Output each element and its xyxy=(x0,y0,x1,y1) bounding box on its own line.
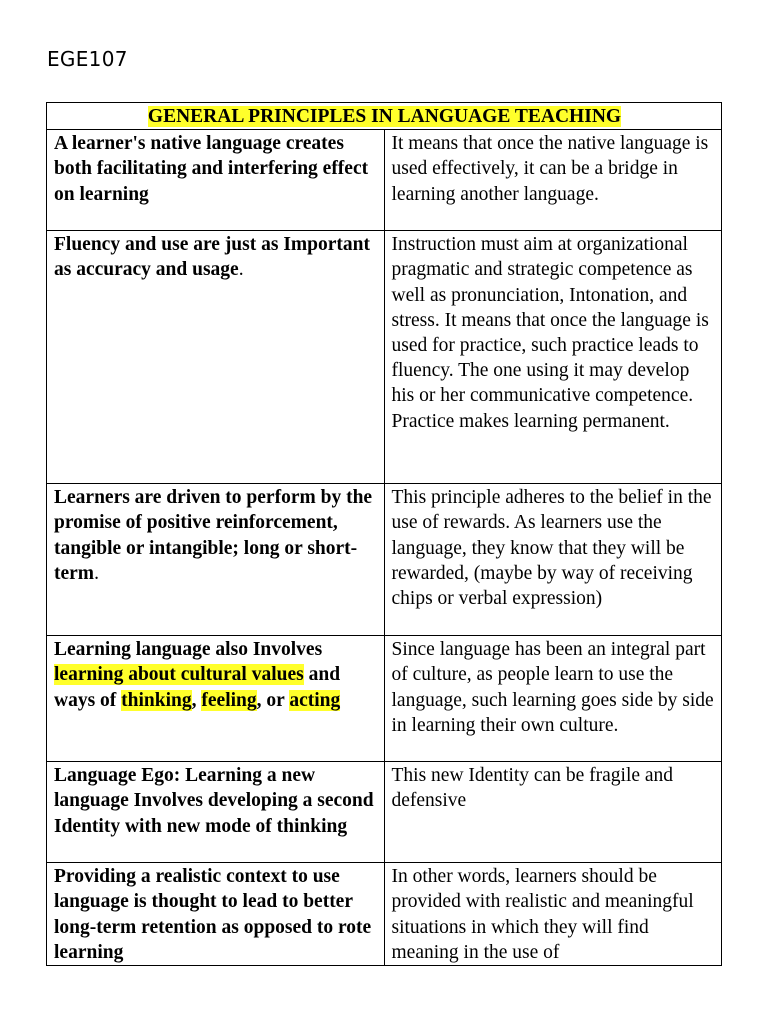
principle-text: and ways of xyxy=(54,664,341,711)
highlighted-text: feeling xyxy=(201,689,257,711)
table-row xyxy=(47,636,722,762)
explanation-cell: In other words, learners should be provided with realistic and meaningful situations in which they will find meaning in the use of xyxy=(384,863,722,966)
principle-text: Learners are driven to perform by the promise of positive reinforcement, tangible or intangible; long or short-term xyxy=(54,487,373,584)
table-title-cell xyxy=(47,103,722,130)
principle-end: . xyxy=(94,562,99,584)
explanation-cell: This principle adheres to the belief in the use of rewards. As learners use the language, they know that they will be rewarded, (maybe by way of receiving chips or verbal expression) xyxy=(384,484,722,636)
principles-table xyxy=(46,102,722,966)
table-row xyxy=(47,231,722,484)
principle-text: , or xyxy=(256,689,290,711)
table-row xyxy=(47,484,722,636)
table-row xyxy=(47,762,722,863)
highlighted-text: thinking xyxy=(121,689,192,711)
principle-cell xyxy=(47,231,385,484)
principle-end: . xyxy=(238,259,244,281)
explanation-cell: It means that once the native language is used effectively, it can be a bridge in learning another language. xyxy=(384,130,722,231)
principle-cell: A learner's native language creates both facilitating and interfering effect on learning xyxy=(47,130,385,231)
highlighted-text: learning about cultural values xyxy=(54,664,304,686)
highlighted-text: acting xyxy=(289,689,341,711)
principle-cell xyxy=(47,636,385,762)
principle-text: Learning language also Involves xyxy=(54,639,323,661)
principle-cell xyxy=(47,484,385,636)
explanation-cell: This new Identity can be fragile and defensive xyxy=(384,762,722,863)
principle-text: Fluency and use are just as Important as accuracy and usage xyxy=(54,234,370,281)
explanation-cell: Instruction must aim at organizational pragmatic and strategic competence as well as pronunciation, Intonation, and stress. It means that once the language is used for practice, such practice leads to fluency. The one using it may develop his or her communicative competence. Practice makes learning permanent. xyxy=(384,231,722,484)
principle-text: , xyxy=(191,689,202,711)
course-code: EGE107 xyxy=(47,47,128,71)
table-title-row xyxy=(47,103,722,130)
principle-cell: Language Ego: Learning a new language Involves developing a second Identity with new mode of thinking xyxy=(47,762,385,863)
explanation-cell: Since language has been an integral part of culture, as people learn to use the language, such learning goes side by side in learning their own culture. xyxy=(384,636,722,762)
table-row xyxy=(47,130,722,231)
table-title: GENERAL PRINCIPLES IN LANGUAGE TEACHING xyxy=(147,106,622,127)
table-row xyxy=(47,863,722,966)
principle-cell: Providing a realistic context to use language is thought to lead to better long-term retention as opposed to rote learning xyxy=(47,863,385,966)
